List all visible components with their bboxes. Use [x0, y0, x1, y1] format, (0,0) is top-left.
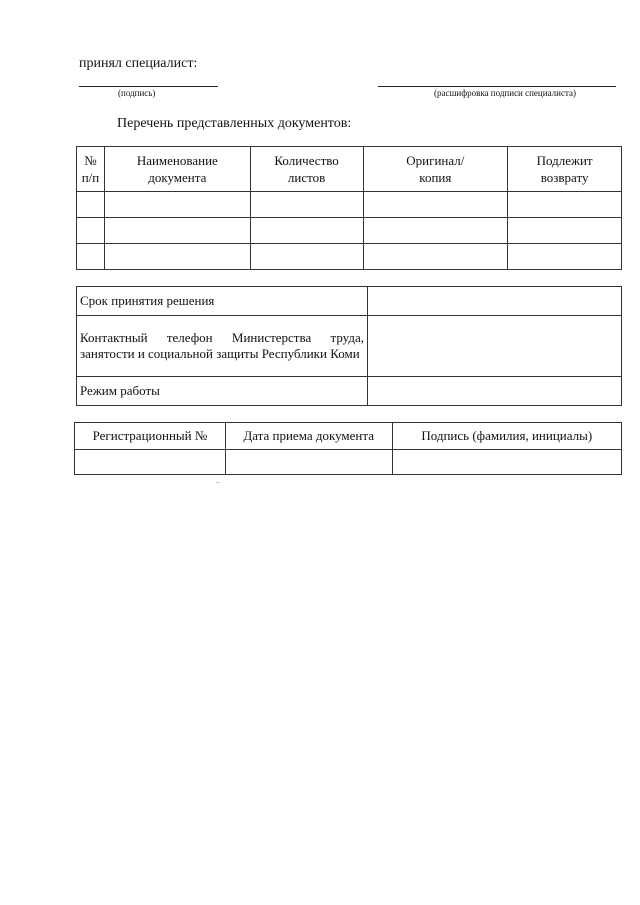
header-return: Подлежит возврату	[508, 147, 622, 192]
table-cell[interactable]	[250, 244, 363, 270]
info-label: Режим работы	[77, 377, 368, 406]
info-value[interactable]	[368, 316, 622, 377]
documents-table-header	[77, 147, 622, 192]
signature-decode-line[interactable]	[378, 86, 616, 87]
table-row	[75, 450, 622, 475]
table-cell[interactable]	[392, 450, 622, 475]
table-cell[interactable]	[508, 218, 622, 244]
accepted-by-label: принял специалист:	[79, 56, 198, 71]
registration-table	[74, 422, 622, 475]
table-cell[interactable]	[363, 244, 508, 270]
info-label: Контактный телефон Министерства труда, занятости и социальной защиты Республики Коми	[77, 316, 368, 377]
header-document-name: Наименование документа	[104, 147, 250, 192]
table-cell[interactable]	[77, 244, 105, 270]
table-cell[interactable]	[363, 192, 508, 218]
signature-decode-caption: (расшифровка подписи специалиста)	[434, 88, 576, 98]
info-table	[76, 286, 622, 406]
documents-table	[76, 146, 622, 270]
table-cell[interactable]	[225, 450, 392, 475]
header-original-copy: Оригинал/ копия	[363, 147, 508, 192]
table-cell[interactable]	[104, 218, 250, 244]
header-sheet-count: Количество листов	[250, 147, 363, 192]
table-cell[interactable]	[250, 218, 363, 244]
registration-table-header	[75, 423, 622, 450]
header-number: № п/п	[77, 147, 105, 192]
signature-line[interactable]	[79, 86, 218, 87]
table-cell[interactable]	[508, 192, 622, 218]
info-row-work-hours	[77, 377, 622, 406]
info-label: Срок принятия решения	[77, 287, 368, 316]
table-row	[77, 218, 622, 244]
info-value[interactable]	[368, 287, 622, 316]
header-receipt-date: Дата приема документа	[225, 423, 392, 450]
table-cell[interactable]	[77, 218, 105, 244]
table-row	[77, 192, 622, 218]
header-registration-number: Регистрационный №	[75, 423, 226, 450]
info-value[interactable]	[368, 377, 622, 406]
documents-list-title: Перечень представленных документов:	[117, 116, 352, 131]
signature-caption: (подпись)	[118, 88, 156, 98]
table-row	[77, 244, 622, 270]
scan-mark	[216, 482, 220, 483]
table-cell[interactable]	[508, 244, 622, 270]
header-signature: Подпись (фамилия, инициалы)	[392, 423, 622, 450]
table-cell[interactable]	[104, 244, 250, 270]
info-row-decision-term	[77, 287, 622, 316]
table-cell[interactable]	[104, 192, 250, 218]
table-cell[interactable]	[250, 192, 363, 218]
info-row-contact-phone	[77, 316, 622, 377]
table-cell[interactable]	[75, 450, 226, 475]
table-cell[interactable]	[363, 218, 508, 244]
table-cell[interactable]	[77, 192, 105, 218]
